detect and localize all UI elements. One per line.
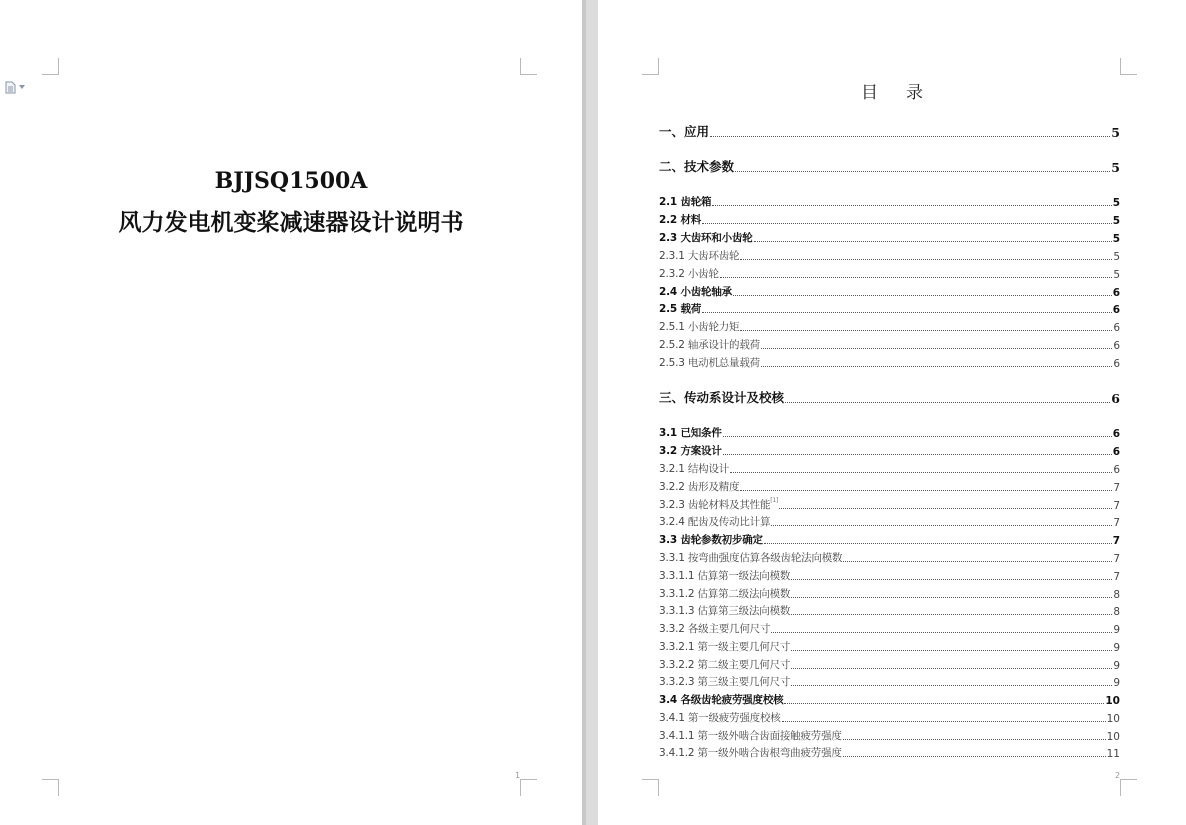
toc-page xyxy=(598,0,1186,825)
toc-entry[interactable]: 3.2 方案设计 6 xyxy=(659,445,1120,458)
document-options-button[interactable] xyxy=(5,80,27,94)
toc-entry[interactable]: 3.3.2.1 第一级主要几何尺寸 9 xyxy=(659,641,1120,654)
page-number: 1 xyxy=(515,771,521,780)
toc-entry[interactable]: 2.3.2 小齿轮 5 xyxy=(659,268,1120,281)
toc-entry[interactable]: 3.2.1 结构设计 6 xyxy=(659,463,1120,476)
toc-entry[interactable]: 2.5.1 小齿轮力矩 6 xyxy=(659,321,1120,334)
dropdown-arrow-icon xyxy=(19,85,25,89)
crop-mark-bottom-right xyxy=(520,779,537,796)
cover-page xyxy=(0,0,582,825)
document-code: BJJSQ1500A xyxy=(214,168,368,194)
document-icon xyxy=(5,81,16,94)
toc-entry[interactable]: 3.4.1 第一级疲劳强度校核 10 xyxy=(659,712,1120,725)
toc-entry[interactable]: 一、应用 5 xyxy=(659,124,1120,140)
toc-entry[interactable]: 2.5 载荷 6 xyxy=(659,303,1120,316)
page-number: 2 xyxy=(1115,771,1121,780)
toc-entry[interactable]: 3.2.3 齿轮材料及其性能[1] 7 xyxy=(659,497,1120,512)
toc-entry[interactable]: 2.3.1 大齿环齿轮 5 xyxy=(659,250,1120,263)
toc-entry[interactable]: 3.3.1.1 估算第一级法向模数 7 xyxy=(659,570,1120,583)
toc-entry[interactable]: 三、传动系设计及校核 6 xyxy=(659,390,1120,406)
toc-entry[interactable]: 3.3.2.2 第二级主要几何尺寸 9 xyxy=(659,659,1120,672)
toc-entry[interactable]: 3.3.1.2 估算第二级法向模数 8 xyxy=(659,588,1120,601)
crop-mark-bottom-left xyxy=(642,779,659,796)
document-title: 风力发电机变桨减速器设计说明书 xyxy=(118,209,464,236)
toc-entry[interactable]: 3.4.1.2 第一级外啮合齿根弯曲疲劳强度 11 xyxy=(659,747,1120,760)
toc-entry[interactable]: 3.3.2 各级主要几何尺寸 9 xyxy=(659,623,1120,636)
citation-superscript: [1] xyxy=(770,497,779,504)
toc-entry[interactable]: 2.3 大齿环和小齿轮 5 xyxy=(659,232,1120,245)
toc-entry[interactable]: 3.4.1.1 第一级外啮合齿面接触疲劳强度 10 xyxy=(659,730,1120,743)
toc-entry[interactable]: 3.3.1.3 估算第三级法向模数 8 xyxy=(659,605,1120,618)
toc-entry[interactable]: 2.4 小齿轮轴承 6 xyxy=(659,286,1120,299)
toc-entry[interactable]: 3.4 各级齿轮疲劳强度校核 10 xyxy=(659,694,1120,707)
crop-mark-top-right xyxy=(520,58,537,75)
toc-entry[interactable]: 3.2.4 配齿及传动比计算 7 xyxy=(659,516,1120,529)
crop-mark-top-left xyxy=(642,58,659,75)
toc-entry[interactable]: 3.3 齿轮参数初步确定 7 xyxy=(659,534,1120,547)
toc-entry[interactable]: 2.2 材料 5 xyxy=(659,214,1120,227)
toc-entry[interactable]: 3.1 已知条件 6 xyxy=(659,427,1120,440)
crop-mark-top-left xyxy=(42,58,59,75)
toc-entry[interactable]: 3.3.2.3 第三级主要几何尺寸 9 xyxy=(659,676,1120,689)
toc-entry[interactable]: 2.5.3 电动机总量载荷 6 xyxy=(659,357,1120,370)
toc-entry[interactable]: 2.1 齿轮箱 5 xyxy=(659,196,1120,209)
toc-entry[interactable]: 2.5.2 轴承设计的载荷 6 xyxy=(659,339,1120,352)
crop-mark-bottom-right xyxy=(1120,779,1137,796)
toc-heading: 目录 xyxy=(861,83,951,103)
crop-mark-top-right xyxy=(1120,58,1137,75)
page-shadow xyxy=(582,0,586,825)
crop-mark-bottom-left xyxy=(42,779,59,796)
toc-entry[interactable]: 3.3.1 按弯曲强度估算各级齿轮法向模数 7 xyxy=(659,552,1120,565)
toc-entry[interactable]: 3.2.2 齿形及精度 7 xyxy=(659,481,1120,494)
toc-entry[interactable]: 二、技术参数 5 xyxy=(659,159,1120,175)
